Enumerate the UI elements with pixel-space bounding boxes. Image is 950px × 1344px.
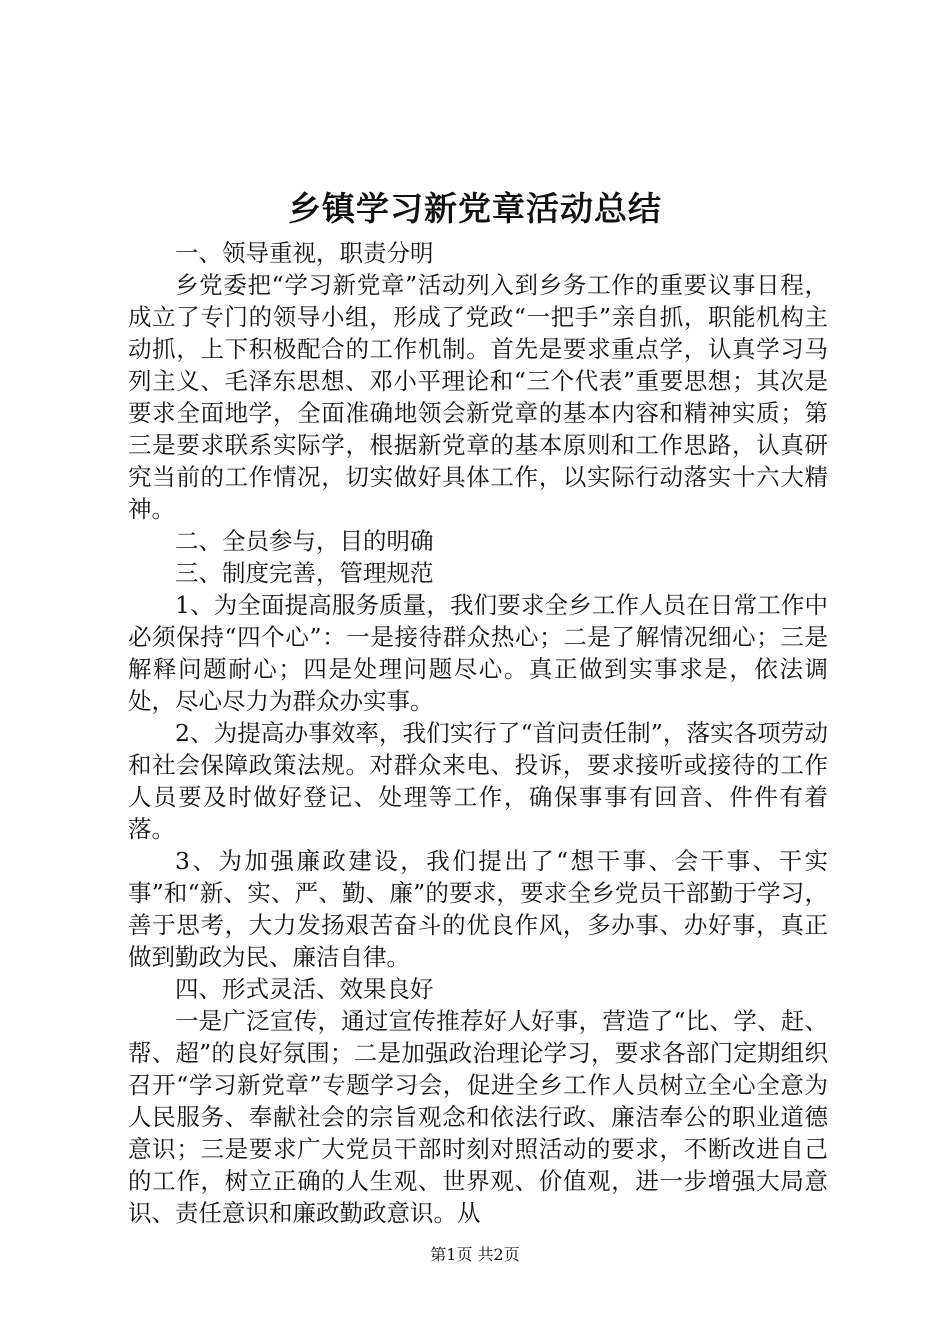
body-paragraph: 乡党委把“学习新党章”活动列入到乡务工作的重要议事日程，成立了专门的领导小组，形成了党政“一把手”亲自抓，职能机构主动抓，上下积极配合的工作机制。首先是要求重点学，认真学习马列主义、毛泽东思想、邓小平理论和“三个代表”重要思想；其次是要求全面地学，全面准确地领会新党章的基本内容和精神实质；第三是要求联系实际学，根据新党章的基本原则和工作思路，认真研究当前的工作情况，切实做好具体工作，以实际行动落实十六大精神。 [128,271,828,523]
body-paragraph: 3、为加强廉政建设，我们提出了“想干事、会干事、干实事”和“新、实、严、勤、廉”的要求，要求全乡党员干部勤于学习，善于思考，大力发扬艰苦奋斗的优良作风，多办事、办好事，真正做到勤政为民、廉洁自律。 [128,847,828,971]
section-heading-3: 三、制度完善，管理规范 [175,559,434,587]
body-paragraph: 1、为全面提高服务质量，我们要求全乡工作人员在日常工作中必须保持“四个心”：一是接待群众热心；二是了解情况细心；三是解释问题耐心；四是处理问题尽心。真正做到实事求是，依法调处，尽心尽力为群众办实事。 [128,591,828,715]
document-body [128,237,828,1229]
section-heading-2: 二、全员参与，目的明确 [175,527,434,555]
page-footer: 第1页 共2页 [430,1245,520,1264]
section-heading-4: 四、形式灵活、效果良好 [175,975,434,1003]
body-paragraph: 2、为提高办事效率，我们实行了“首问责任制”，落实各项劳动和社会保障政策法规。对群众来电、投诉，要求接听或接待的工作人员要及时做好登记、处理等工作，确保事事有回音、件件有着落。 [128,719,828,843]
section-heading-1: 一、领导重视，职责分明 [175,239,434,267]
document-title: 乡镇学习新党章活动总结 [288,189,662,228]
body-paragraph: 一是广泛宣传，通过宣传推荐好人好事，营造了“比、学、赶、帮、超”的良好氛围；二是加强政治理论学习，要求各部门定期组织召开“学习新党章”专题学习会，促进全乡工作人员树立全心全意为人民服务、奉献社会的宗旨观念和依法行政、廉洁奉公的职业道德意识；三是要求广大党员干部时刻对照活动的要求，不断改进自己的工作，树立正确的人生观、世界观、价值观，进一步增强大局意识、责任意识和廉政勤政意识。从 [128,1007,828,1227]
